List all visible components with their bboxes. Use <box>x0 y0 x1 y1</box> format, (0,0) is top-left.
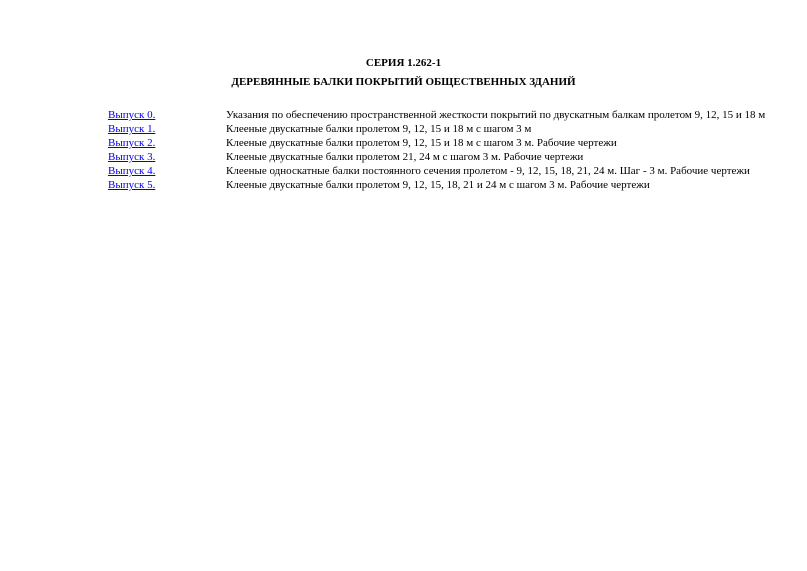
issue-link-2[interactable]: Выпуск 2. <box>108 137 156 149</box>
page-subtitle: ДЕРЕВЯННЫЕ БАЛКИ ПОКРЫТИЙ ОБЩЕСТВЕННЫХ ЗДАНИЙ <box>231 76 576 88</box>
issue-list <box>108 108 798 192</box>
issue-link-4[interactable]: Выпуск 4. <box>108 165 156 177</box>
issue-link-3[interactable]: Выпуск 3. <box>108 151 156 163</box>
issue-row-2 <box>108 136 798 150</box>
issue-description-2: Клееные двускатные балки пролетом 9, 12, 15 и 18 м с шагом 3 м. Рабочие чертежи <box>226 137 617 149</box>
issue-row-4 <box>108 164 798 178</box>
page-title: СЕРИЯ 1.262-1 <box>365 57 442 69</box>
issue-link-0[interactable]: Выпуск 0. <box>108 109 156 121</box>
issue-description-0: Указания по обеспечению пространственной жесткости покрытий по двускатным балкам пролетом 9, 12, 15 и 18 м <box>226 109 766 121</box>
issue-row-0 <box>108 108 798 122</box>
issue-link-1[interactable]: Выпуск 1. <box>108 123 156 135</box>
issue-link-5[interactable]: Выпуск 5. <box>108 179 156 191</box>
issue-row-3 <box>108 150 798 164</box>
issue-row-5 <box>108 178 798 192</box>
issue-row-1 <box>108 122 798 136</box>
issue-description-4: Клееные односкатные балки постоянного сечения пролетом - 9, 12, 15, 18, 21, 24 м. Шаг - 3 м. Рабочие чертежи <box>226 165 750 177</box>
issue-description-3: Клееные двускатные балки пролетом 21, 24 м с шагом 3 м. Рабочие чертежи <box>226 151 584 163</box>
issue-description-1: Клееные двускатные балки пролетом 9, 12, 15 и 18 м с шагом 3 м <box>226 123 532 135</box>
issue-description-5: Клееные двускатные балки пролетом 9, 12, 15, 18, 21 и 24 м с шагом 3 м. Рабочие чертежи <box>226 179 650 191</box>
